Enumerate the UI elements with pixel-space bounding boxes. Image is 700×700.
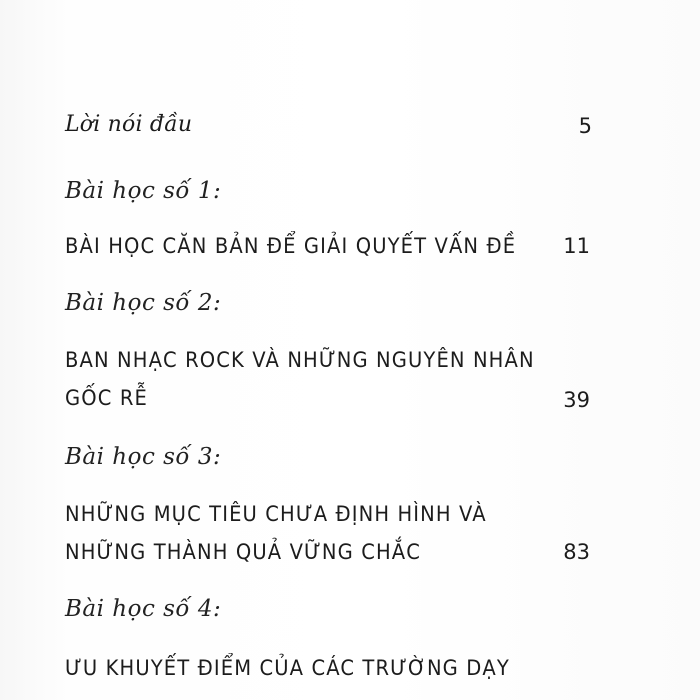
- lesson-3-title-line-1: NHỮNG MỤC TIÊU CHƯA ĐỊNH HÌNH VÀ: [65, 502, 487, 526]
- lesson-4-label: Bài học số 4:: [65, 596, 222, 622]
- lesson-1-title: [65, 234, 592, 258]
- lesson-2-title-line-1: BAN NHẠC ROCK VÀ NHỮNG NGUYÊN NHÂN: [65, 348, 535, 372]
- lesson-3-title-cont: [65, 540, 592, 564]
- lesson-2-label: Bài học số 2:: [65, 290, 222, 316]
- lesson-1-title-line-1: BÀI HỌC CĂN BẢN ĐỂ GIẢI QUYẾT VẤN ĐỀ: [65, 234, 517, 258]
- lesson-2-title: [65, 348, 592, 372]
- lesson-2-title-line-2: GỐC RỄ: [65, 386, 148, 410]
- lesson-3-title: [65, 502, 592, 526]
- lesson-3-page: 83: [563, 540, 590, 564]
- lesson-4-title: [65, 656, 592, 680]
- lesson-2-title-cont: [65, 386, 592, 410]
- toc-preface-page: 5: [578, 114, 592, 138]
- lesson-3-title-line-2: NHỮNG THÀNH QUẢ VỮNG CHẮC: [65, 540, 422, 564]
- lesson-2-page: 39: [563, 388, 590, 412]
- toc-preface-title: Lời nói đầu: [65, 112, 193, 137]
- lesson-1-label: Bài học số 1:: [65, 178, 222, 204]
- lesson-1-page: 11: [563, 234, 590, 258]
- lesson-3-label: Bài học số 3:: [65, 444, 222, 470]
- lesson-4-title-line-1: ƯU KHUYẾT ĐIỂM CỦA CÁC TRƯỜNG DẠY: [65, 656, 510, 680]
